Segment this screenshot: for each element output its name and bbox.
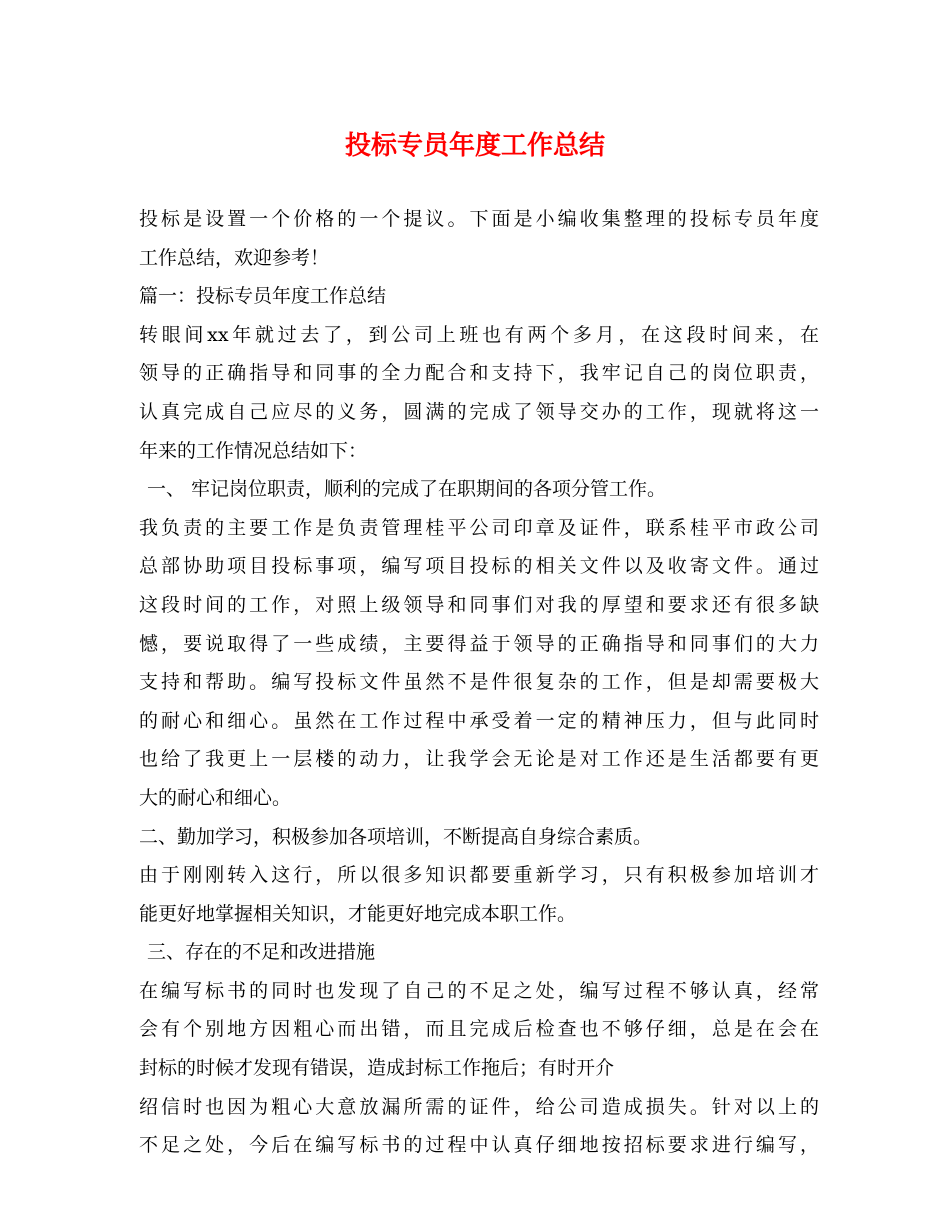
text-line: 也给了我更上一层楼的动力，让我学会无论是对工作还是生活都要有更 — [139, 748, 819, 771]
text-line: 绍信时也因为粗心大意放漏所需的证件，给公司造成损失。针对以上的 — [139, 1095, 819, 1118]
document-title: 投标专员年度工作总结 — [344, 131, 605, 161]
text-line: 由于刚刚转入这行，所以很多知识都要重新学习，只有积极参加培训才 — [139, 864, 819, 887]
text-line: 我负责的主要工作是负责管理桂平公司印章及证件，联系桂平市政公司 — [139, 516, 819, 539]
text-line: 投标是设置一个价格的一个提议。下面是小编收集整理的投标专员年度 — [139, 208, 819, 230]
text-line: 一、 牢记岗位职责，顺利的完成了在职期间的各项分管工作。 — [147, 478, 667, 501]
document-body — [139, 200, 819, 1165]
text-line: 能更好地掌握相关知识，才能更好地完成本职工作。 — [139, 902, 577, 925]
text-line: 工作总结，欢迎参考！ — [139, 246, 330, 269]
text-line: 会有个别地方因粗心而出错，而且完成后检查也不够仔细，总是在会在 — [139, 1018, 819, 1041]
text-line: 支持和帮助。编写投标文件虽然不是件很复杂的工作，但是却需要极大 — [139, 671, 819, 694]
text-line: 的耐心和细心。虽然在工作过程中承受着一定的精神压力，但与此同时 — [139, 709, 819, 732]
text-line: 二、勤加学习，积极参加各项培训，不断提高自身综合素质。 — [139, 825, 653, 848]
text-line: 憾，要说取得了一些成绩，主要得益于领导的正确指导和同事们的大力 — [139, 632, 819, 655]
text-line: 不足之处，今后在编写标书的过程中认真仔细地按招标要求进行编写， — [139, 1134, 819, 1157]
text-line: 封标的时候才发现有错误，造成封标工作拖后；有时开介 — [139, 1057, 615, 1080]
text-line: 这段时间的工作，对照上级领导和同事们对我的厚望和要求还有很多缺 — [139, 593, 819, 616]
text-line: 领导的正确指导和同事的全力配合和支持下，我牢记自己的岗位职责， — [139, 362, 819, 385]
text-line: 在编写标书的同时也发现了自己的不足之处，编写过程不够认真，经常 — [139, 979, 819, 1002]
text-line: 篇一：投标专员年度工作总结 — [139, 285, 387, 308]
text-line: 总部协助项目投标事项，编写项目投标的相关文件以及收寄文件。通过 — [139, 555, 819, 578]
text-line: 转眼间xx年就过去了，到公司上班也有两个多月，在这段时间来，在 — [139, 323, 819, 346]
text-line: 大的耐心和细心。 — [139, 786, 292, 809]
text-line: 三、存在的不足和改进措施 — [147, 941, 376, 964]
text-line: 年来的工作情况总结如下： — [139, 439, 368, 462]
text-line: 认真完成自己应尽的义务，圆满的完成了领导交办的工作，现就将这一 — [139, 400, 819, 423]
